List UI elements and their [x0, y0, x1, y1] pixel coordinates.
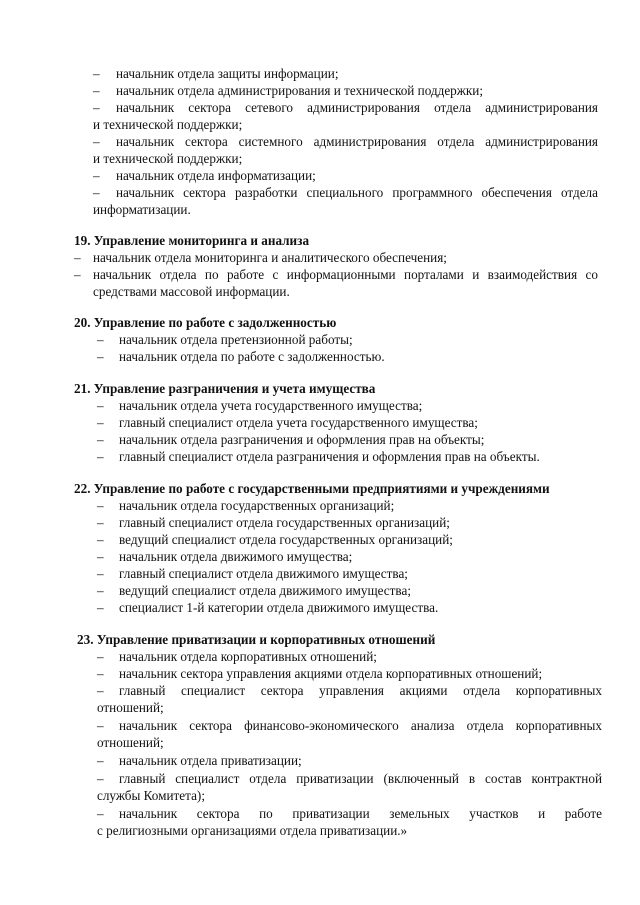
section-heading-19: 19. Управление мониторинга и анализа: [74, 233, 310, 248]
list-item: главный специалист отдела государственных организаций;: [119, 515, 450, 530]
list-bullet: –: [97, 415, 104, 430]
section-heading-22: 22. Управление по работе с государственными предприятиями и учреждениями: [74, 481, 550, 496]
list-item-continuation: информатизации.: [93, 202, 191, 217]
list-item: начальник отдела претензионной работы;: [119, 332, 353, 347]
list-item: начальник отдела по работе с информационными порталами и взаимодействия со: [93, 267, 598, 282]
list-bullet: –: [93, 168, 100, 183]
list-bullet: –: [97, 666, 104, 681]
list-item-continuation: и технической поддержки;: [93, 117, 243, 132]
list-bullet: –: [97, 398, 104, 413]
list-item: начальник отдела разграничения и оформления прав на объекты;: [119, 432, 485, 447]
list-item: начальник отдела информатизации;: [116, 168, 316, 183]
list-item: специалист 1-й категории отдела движимого имущества.: [119, 600, 439, 615]
list-bullet: –: [97, 583, 104, 598]
list-bullet: –: [97, 600, 104, 615]
list-item-continuation: отношений;: [97, 735, 164, 750]
list-item: главный специалист сектора управления акциями отдела корпоративных: [119, 683, 602, 698]
list-bullet: –: [97, 566, 104, 581]
list-bullet: –: [74, 250, 81, 265]
list-item: начальник сектора по приватизации земельных участков и работе: [119, 806, 602, 821]
list-item: ведущий специалист отдела государственных организаций;: [119, 532, 453, 547]
list-bullet: –: [97, 449, 104, 464]
list-bullet: –: [93, 100, 100, 115]
list-bullet: –: [97, 549, 104, 564]
list-bullet: –: [93, 66, 100, 81]
list-item: ведущий специалист отдела движимого имущества;: [119, 583, 411, 598]
list-item: начальник отдела движимого имущества;: [119, 549, 353, 564]
list-bullet: –: [93, 134, 100, 149]
list-item: начальник отдела приватизации;: [119, 753, 302, 768]
list-item: начальник сектора финансово-экономического анализа отдела корпоративных: [119, 718, 602, 733]
list-item: главный специалист отдела разграничения и оформления прав на объекты.: [119, 449, 540, 464]
list-item-continuation: службы Комитета);: [97, 788, 205, 803]
list-bullet: –: [97, 432, 104, 447]
list-bullet: –: [97, 806, 104, 821]
list-item: начальник отдела администрирования и технической поддержки;: [116, 83, 484, 98]
list-item-continuation: отношений;: [97, 700, 164, 715]
list-bullet: –: [97, 771, 104, 786]
list-bullet: –: [97, 498, 104, 513]
list-bullet: –: [97, 515, 104, 530]
list-item: начальник отдела мониторинга и аналитического обеспечения;: [93, 250, 447, 265]
list-bullet: –: [97, 683, 104, 698]
section-heading-23: 23. Управление приватизации и корпоративных отношений: [77, 632, 436, 647]
list-item: начальник отдела по работе с задолженностью.: [119, 349, 385, 364]
list-item: начальник отдела корпоративных отношений;: [119, 649, 377, 664]
list-item: главный специалист отдела учета государственного имущества;: [119, 415, 478, 430]
list-bullet: –: [97, 718, 104, 733]
list-bullet: –: [97, 753, 104, 768]
list-item-continuation: средствами массовой информации.: [93, 284, 290, 299]
list-bullet: –: [97, 649, 104, 664]
list-item-continuation: и технической поддержки;: [93, 151, 243, 166]
list-item: начальник сектора системного администрирования отдела администрирования: [116, 134, 598, 149]
list-item: начальник сектора сетевого администрирования отдела администрирования: [116, 100, 598, 115]
list-item: начальник отдела защиты информации;: [116, 66, 339, 81]
list-item: главный специалист отдела движимого имущества;: [119, 566, 408, 581]
list-bullet: –: [93, 83, 100, 98]
list-bullet: –: [74, 267, 81, 282]
list-item: начальник отдела учета государственного имущества;: [119, 398, 423, 413]
list-bullet: –: [97, 332, 104, 347]
list-bullet: –: [97, 532, 104, 547]
section-heading-20: 20. Управление по работе с задолженностью: [74, 315, 337, 330]
list-bullet: –: [93, 185, 100, 200]
section-heading-21: 21. Управление разграничения и учета имущества: [74, 381, 376, 396]
list-bullet: –: [97, 349, 104, 364]
list-item: главный специалист отдела приватизации (включенный в состав контрактной: [119, 771, 602, 786]
list-item: начальник сектора разработки специального программного обеспечения отдела: [116, 185, 598, 200]
list-item: начальник сектора управления акциями отдела корпоративных отношений;: [119, 666, 543, 681]
list-item-continuation: с религиозными организациями отдела приватизации.»: [97, 823, 408, 838]
list-item: начальник отдела государственных организаций;: [119, 498, 395, 513]
